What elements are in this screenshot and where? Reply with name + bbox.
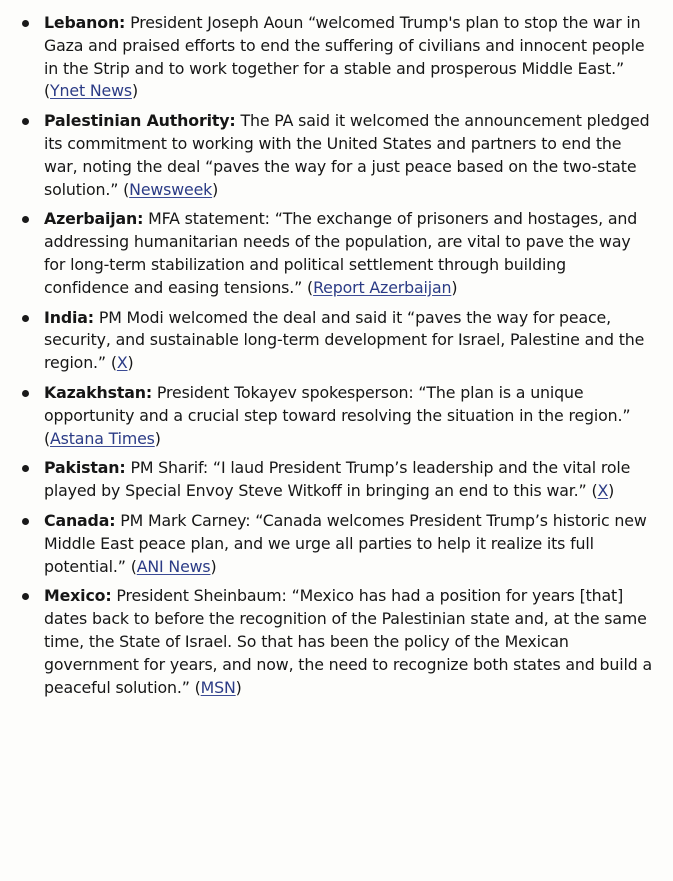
country-label: Pakistan: [44,458,126,478]
bullet-icon [22,593,29,600]
bullet-icon [22,390,29,397]
country-label: Mexico: [44,586,112,606]
entry-text: President Joseph Aoun “welcomed Trump's plan to stop the war in Gaza and praised efforts to end the suffering of civilians and innocent people in the Strip and to work together for a stable and prosperous Middle East.” [44,13,645,78]
entry-text: PM Modi welcomed the deal and said it “paves the way for peace, security, and sustainable long-term development for Israel, Palestine and the region.” [44,307,645,373]
entry-text: PM Sharif: “I laud President Trump’s leadership and the vital role played by Special Envoy Steve Witkoff in bringing an end to this war.” [44,458,631,501]
source-link[interactable]: MSN [200,677,236,697]
source-link[interactable]: X [597,481,609,501]
entry-text: President Tokayev spokesperson: “The plan is a unique opportunity and a crucial step toward resolving the situation in the region.” [44,382,631,425]
country-label: Lebanon: [44,13,126,32]
list-item-canada: Canada: PM Mark Carney: “Canada welcomes President Trump’s historic new Middle East peace plan, and we urge all parties to help it realize its full potential.” (ANI News) [0,510,673,578]
country-label: India: [44,307,94,327]
country-label: Palestinian Authority: [44,111,236,131]
entry-text: PM Mark Carney: “Canada welcomes President Trump’s historic new Middle East peace plan, and we urge all parties to help it realize its full potential.” [44,510,647,576]
bullet-icon [22,216,29,223]
source-link[interactable]: ANI News [136,556,211,576]
source-link[interactable]: Newsweek [129,179,213,199]
entry-text: MFA statement: “The exchange of prisoners and hostages, and addressing humanitarian needs of the population, are vital to pave the way for long-term stabilization and political settlement through building confidence and easing tensions.” [44,209,638,297]
bullet-icon [22,20,29,27]
list-item-mexico: Mexico: President Sheinbaum: “Mexico has had a position for years [that] dates back to before the recognition of the Palestinian state and, at the same time, the State of Israel. So that has been the policy of the Mexican government for years, and now, the need to recognize both states and build a peaceful solution.” (MSN) [0,585,673,699]
list-item-azerbaijan: Azerbaijan: MFA statement: “The exchange of prisoners and hostages, and addressing humanitarian needs of the population, are vital to pave the way for long-term stabilization and political settlement through building confidence and easing tensions.” (Report Azerbaijan) [0,208,673,299]
entry-text: President Sheinbaum: “Mexico has had a position for years [that] dates back to before the recognition of the Palestinian state and, at the same time, the State of Israel. So that has been the policy of the Mexican government for years, and now, the need to recognize both states and build a peaceful solution.” [44,586,653,697]
bullet-icon [22,315,29,322]
entry-text: The PA said it welcomed the announcement pledged its commitment to working with the United States and partners to end the war, noting the deal “paves the way for a just peace based on the two-state solution.” [44,111,650,199]
list-item-lebanon: Lebanon: President Joseph Aoun “welcomed Trump's plan to stop the war in Gaza and praised efforts to end the suffering of civilians and innocent people in the Strip and to work together for a stable and prosperous Middle East.” (Ynet News) [0,12,673,103]
source-link[interactable]: Ynet News [50,81,132,101]
source-link[interactable]: Astana Times [50,428,155,448]
reactions-list [0,12,673,706]
country-label: Kazakhstan: [44,382,153,402]
source-link[interactable]: X [116,353,128,373]
bullet-icon [22,465,29,472]
list-item-india: India: PM Modi welcomed the deal and said it “paves the way for peace, security, and sustainable long-term development for Israel, Palestine and the region.” (X) [0,307,673,375]
list-item-kazakhstan: Kazakhstan: President Tokayev spokesperson: “The plan is a unique opportunity and a crucial step toward resolving the situation in the region.” (Astana Times) [0,382,673,450]
list-item-pakistan: Pakistan: PM Sharif: “I laud President Trump’s leadership and the vital role played by Special Envoy Steve Witkoff in bringing an end to this war.” (X) [0,457,673,503]
source-link[interactable]: Report Azerbaijan [313,277,452,297]
country-label: Azerbaijan: [44,209,144,229]
list-item-palestinian-authority: Palestinian Authority: The PA said it welcomed the announcement pledged its commitment to working with the United States and partners to end the war, noting the deal “paves the way for a just peace based on the two-state solution.” (Newsweek) [0,110,673,201]
bullet-icon [22,118,29,125]
country-label: Canada: [44,510,116,530]
bullet-icon [22,518,29,525]
